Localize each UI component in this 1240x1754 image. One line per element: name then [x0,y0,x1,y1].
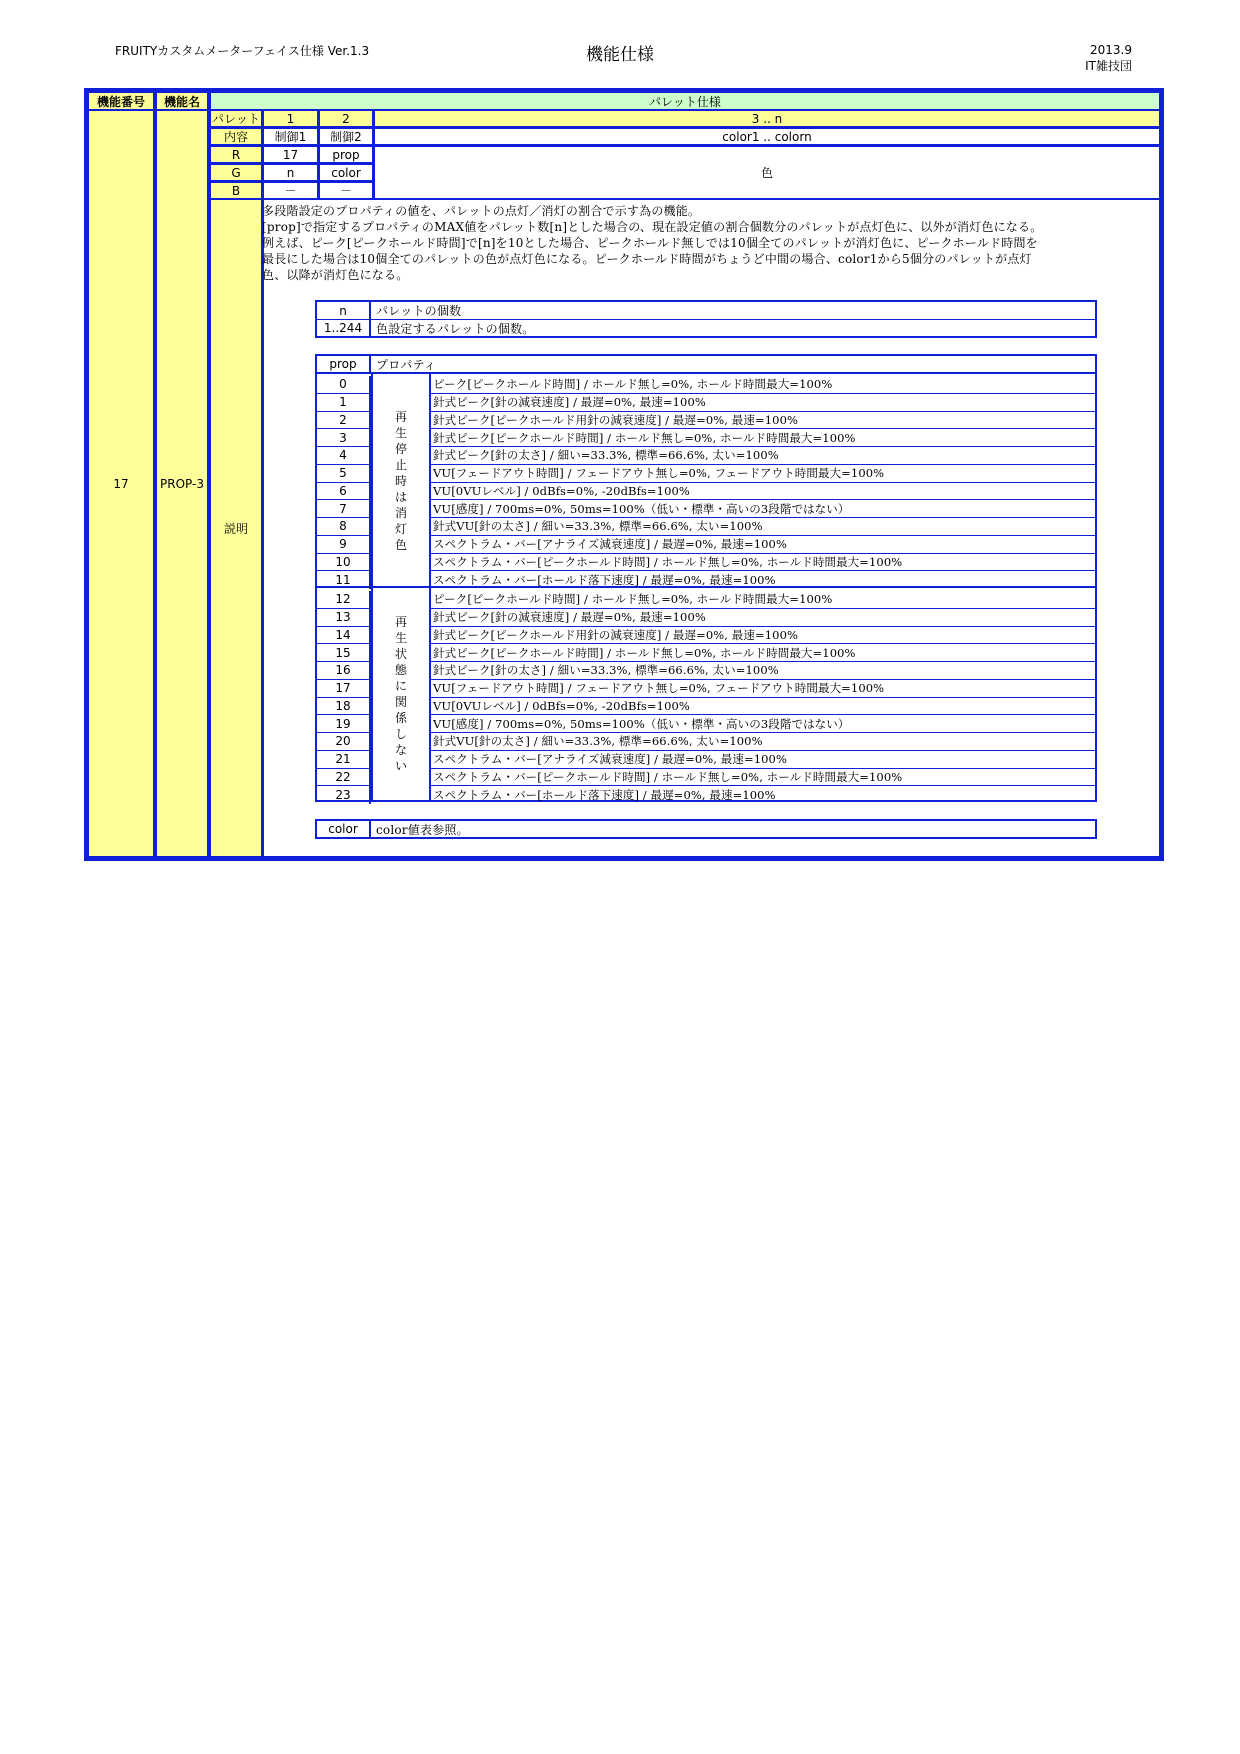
func-no-header: 機能番号 [87,91,155,111]
color-table [315,819,1097,839]
palette-col1-header: 1 [262,109,319,128]
prop-description: VU[0VUレベル] / 0dBfs=0%, -20dBfs=100% [431,698,1095,716]
palette-col2-content: 制御2 [318,127,374,146]
group-label-char: 態 [394,663,407,677]
prop-number: 3 [317,429,371,447]
prop-row [317,571,1095,589]
prop-number: 15 [317,644,371,662]
prop-description: 針式ピーク[針の太さ] / 細い=33.3%, 標準=66.6%, 太い=100% [431,662,1095,680]
description-line: 最長にした場合は10個全てのパレットの色が点灯色になる。ピークホールド時間がちょうど中間の場合、color1から5個分のパレットが点灯 [262,252,1032,266]
prop-number: 22 [317,769,371,787]
palette-col1-g: n [262,163,319,182]
prop-row [317,680,1095,698]
group-label-char: 停 [394,442,407,456]
prop-number: 4 [317,447,371,465]
prop-description: 針式ピーク[針の太さ] / 細い=33.3%, 標準=66.6%, 太い=100% [431,447,1095,465]
prop-number: 23 [317,786,371,804]
func-name-header: 機能名 [155,91,209,111]
prop-row [317,394,1095,412]
prop-description: スペクトラム・バー[ピークホールド時間] / ホールド無し=0%, ホールド時間最大=100% [431,769,1095,787]
prop-row [317,429,1095,447]
description-line: [prop]で指定するプロパティのMAX値をパレット数[n]とした場合の、現在設定値の割合個数分のパレットが点灯色に、以外が消灯色になる。 [262,220,1043,234]
prop-row [317,536,1095,554]
feature-name: PROP-3 [155,109,209,858]
prop-number: 16 [317,662,371,680]
prop-number: 12 [317,591,371,609]
group-label-char: 生 [394,631,407,645]
prop-row [317,447,1095,465]
author-label: IT雑技団 [1085,59,1132,73]
prop-description: VU[0VUレベル] / 0dBfs=0%, -20dBfs=100% [431,483,1095,501]
palette-col2-g: color [318,163,374,182]
prop-number: 0 [317,376,371,394]
prop-row [317,644,1095,662]
palette-col1-b: － [262,181,319,200]
prop-number: 19 [317,715,371,733]
prop-description: スペクトラム・バー[ピークホールド時間] / ホールド無し=0%, ホールド時間最大=100% [431,554,1095,572]
palette-row-label: パレット [209,109,263,128]
group-label-char: 関 [394,695,407,709]
prop-row [317,465,1095,483]
prop-number: 17 [317,680,371,698]
n-range: 1..244 [317,320,371,336]
prop-number: 2 [317,412,371,430]
n-table-row [317,320,1095,336]
prop-description: スペクトラム・バー[ホールド落下速度] / 最遅=0%, 最速=100% [433,788,776,803]
prop-description: 針式ピーク[針の減衰速度] / 最遅=0%, 最速=100% [431,394,1095,412]
n-table-header [317,302,1095,320]
prop-row [317,662,1095,680]
prop-row [317,698,1095,716]
group-label-char: 色 [394,538,407,552]
n-description: 色設定するパレットの個数。 [376,321,535,336]
prop-description: 針式VU[針の太さ] / 細い=33.3%, 標準=66.6%, 太い=100% [431,518,1095,536]
prop-row [317,733,1095,751]
n-header-key: n [317,302,371,319]
date-label: 2013.9 [1090,43,1132,57]
prop-description: ピーク[ピークホールド時間] / ホールド無し=0%, ホールド時間最大=100% [431,376,1095,394]
prop-number: 9 [317,536,371,554]
prop-description: 針式ピーク[ピークホールド用針の減衰速度] / 最遅=0%, 最速=100% [431,627,1095,645]
n-table [315,300,1097,338]
prop-row [317,751,1095,769]
prop-row [317,786,1095,804]
prop-row [317,627,1095,645]
page-title: 機能仕様 [586,45,654,65]
group-label-char: 再 [394,615,407,629]
prop-description: VU[感度] / 700ms=0%, 50ms=100%（低い・標準・高いの3段階ではない） [431,715,1095,733]
prop-number: 21 [317,751,371,769]
group-label-char: い [394,759,407,773]
prop-row [317,412,1095,430]
r-row-label: R [209,145,263,164]
prop-row [317,591,1095,609]
prop-description: 針式VU[針の太さ] / 細い=33.3%, 標準=66.6%, 太い=100% [431,733,1095,751]
g-row-label: G [209,163,263,182]
prop-header-key: prop [317,356,371,372]
prop-number: 8 [317,518,371,536]
prop-header-value: プロパティ [376,357,437,372]
group-label-char: 生 [394,426,407,440]
feature-number: 17 [87,109,155,858]
prop-row [317,715,1095,733]
group-label-char: な [394,743,407,757]
description-line: 多段階設定のプロパティの値を、パレットの点灯／消灯の割合で示す為の機能。 [262,204,701,218]
prop-description: スペクトラム・バー[アナライズ減衰速度] / 最遅=0%, 最速=100% [431,536,1095,554]
palette-col1-r: 17 [262,145,319,164]
explain-label: 説明 [209,198,263,858]
prop-number: 10 [317,554,371,572]
palette-col3-content: color1 .. colorn [373,127,1161,146]
prop-number: 20 [317,733,371,751]
palette-col3-rgb: 色 [373,145,1161,200]
prop-description: スペクトラム・バー[アナライズ減衰速度] / 最遅=0%, 最速=100% [431,751,1095,769]
prop-row [317,500,1095,518]
prop-number: 1 [317,394,371,412]
prop-row [317,518,1095,536]
prop-description: 針式ピーク[針の減衰速度] / 最遅=0%, 最速=100% [431,609,1095,627]
prop-number: 11 [317,571,371,589]
group-label-char: 再 [394,410,407,424]
prop-row [317,554,1095,572]
prop-description: 針式ピーク[ピークホールド用針の減衰速度] / 最遅=0%, 最速=100% [431,412,1095,430]
prop-number: 18 [317,698,371,716]
description-text [262,203,1162,283]
group-label-char: に [394,679,407,693]
prop-number: 14 [317,627,371,645]
palette-col2-r: prop [318,145,374,164]
palette-col2-header: 2 [318,109,374,128]
group-label-char: 時 [394,474,407,488]
group-label-char: 消 [394,506,407,520]
b-row-label: B [209,181,263,200]
header-meta [1020,42,1132,74]
palette-col2-b: － [318,181,374,200]
prop-description: 針式ピーク[ピークホールド時間] / ホールド無し=0%, ホールド時間最大=100% [431,429,1095,447]
prop-description: ピーク[ピークホールド時間] / ホールド無し=0%, ホールド時間最大=100% [431,591,1095,609]
description-line: 色、以降が消灯色になる。 [262,268,409,282]
prop-number: 5 [317,465,371,483]
palette-spec-header: パレット仕様 [209,91,1161,111]
group-label-char: 状 [394,647,407,661]
prop-description: スペクトラム・バー[ホールド落下速度] / 最遅=0%, 最速=100% [433,573,776,588]
n-header-value: パレットの個数 [376,304,462,318]
group-label-char: し [394,727,407,741]
description-line: 例えば、ピーク[ピークホールド時間]で[n]を10とした場合、ピークホールド無しでは10個全てのパレットが消灯色に、ピークホールド時間を [262,236,1038,250]
color-value: color値表参照。 [376,822,469,837]
group-label-char: 係 [394,711,407,725]
color-row [317,821,1095,837]
group-label-char: 止 [394,458,407,472]
palette-col1-content: 制御1 [262,127,319,146]
prop-row [317,609,1095,627]
palette-col3-header: 3 .. n [373,109,1161,128]
prop-number: 13 [317,609,371,627]
prop-row [317,483,1095,501]
prop-table [315,354,1097,802]
prop-number: 7 [317,500,371,518]
color-key: color [317,821,371,837]
prop-table-header [317,356,1095,374]
group-label-char: は [394,490,407,504]
document-title: FRUITYカスタムメーターフェイス仕様 Ver.1.3 [115,44,370,58]
prop-description: VU[感度] / 700ms=0%, 50ms=100%（低い・標準・高いの3段階ではない） [431,500,1095,518]
prop-description: VU[フェードアウト時間] / フェードアウト無し=0%, フェードアウト時間最大=100% [431,680,1095,698]
content-row-label: 内容 [209,127,263,146]
prop-row [317,769,1095,787]
prop-description: VU[フェードアウト時間] / フェードアウト無し=0%, フェードアウト時間最大=100% [431,465,1095,483]
prop-number: 6 [317,483,371,501]
prop-row [317,376,1095,394]
group-label-char: 灯 [394,522,407,536]
prop-description: 針式ピーク[ピークホールド時間] / ホールド無し=0%, ホールド時間最大=100% [431,644,1095,662]
